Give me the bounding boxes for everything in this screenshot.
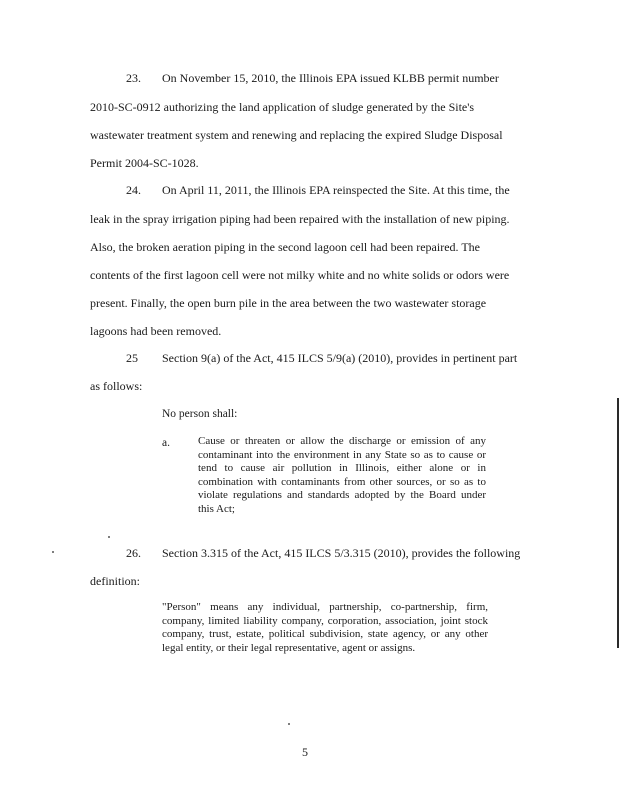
paragraph-23-line-1: On November 15, 2010, the Illinois EPA issued KLBB permit number xyxy=(162,71,499,85)
paragraph-24-line-4: contents of the first lagoon cell were not milky white and no white solids or odors were xyxy=(90,268,510,282)
paragraph-24-line-2: leak in the spray irrigation piping had been repaired with the installation of new piping. xyxy=(90,212,510,226)
paragraph-24-line-6: lagoons had been removed. xyxy=(90,324,222,338)
definition-quote: "Person" means any individual, partnership, co-partnership, firm, company, limited liability company, corporation, association, joint stock company, trust, estate, political subdivision, state agency, or any other legal entity, or their legal representative, agent or assigns. xyxy=(162,601,488,654)
page-number: 5 xyxy=(302,745,308,759)
paragraph-23-number: 23. xyxy=(126,71,141,85)
paragraph-25-line-1: Section 9(a) of the Act, 415 ILCS 5/9(a) (2010), provides in pertinent part xyxy=(162,351,518,365)
quote-item-label: a. xyxy=(162,437,170,449)
paragraph-24-number: 24. xyxy=(126,183,141,197)
paragraph-23-line-3: wastewater treatment system and renewing and replacing the expired Sludge Disposal xyxy=(90,128,503,142)
scan-edge-line xyxy=(617,398,619,648)
paragraph-24-line-5: present. Finally, the open burn pile in the area between the two wastewater storage xyxy=(90,296,487,310)
paragraph-23-line-2: 2010-SC-0912 authorizing the land application of sludge generated by the Site's xyxy=(90,100,475,114)
quote-item-text: Cause or threaten or allow the discharge or emission of any contaminant into the environment in any State so as to cause or tend to cause air pollution in Illinois, either alone or in combination with contaminants from other sources, or so as to violate regulations and standards adopted by the Board under this Act; xyxy=(198,435,486,515)
paragraph-24-line-1: On April 11, 2011, the Illinois EPA reinspected the Site. At this time, the xyxy=(162,183,510,197)
quote-intro: No person shall: xyxy=(162,408,238,420)
paragraph-26-line-1: Section 3.315 of the Act, 415 ILCS 5/3.315 (2010), provides the following xyxy=(162,546,521,560)
paragraph-23-line-4: Permit 2004-SC-1028. xyxy=(90,156,199,170)
scan-speck xyxy=(108,536,110,538)
paragraph-26-number: 26. xyxy=(126,546,141,560)
paragraph-25-line-2: as follows: xyxy=(90,379,143,393)
paragraph-25-number: 25 xyxy=(126,351,138,365)
paragraph-24-line-3: Also, the broken aeration piping in the second lagoon cell had been repaired. The xyxy=(90,240,480,254)
scan-speck xyxy=(52,551,54,553)
paragraph-26-line-2: definition: xyxy=(90,574,140,588)
scan-speck xyxy=(288,723,290,725)
